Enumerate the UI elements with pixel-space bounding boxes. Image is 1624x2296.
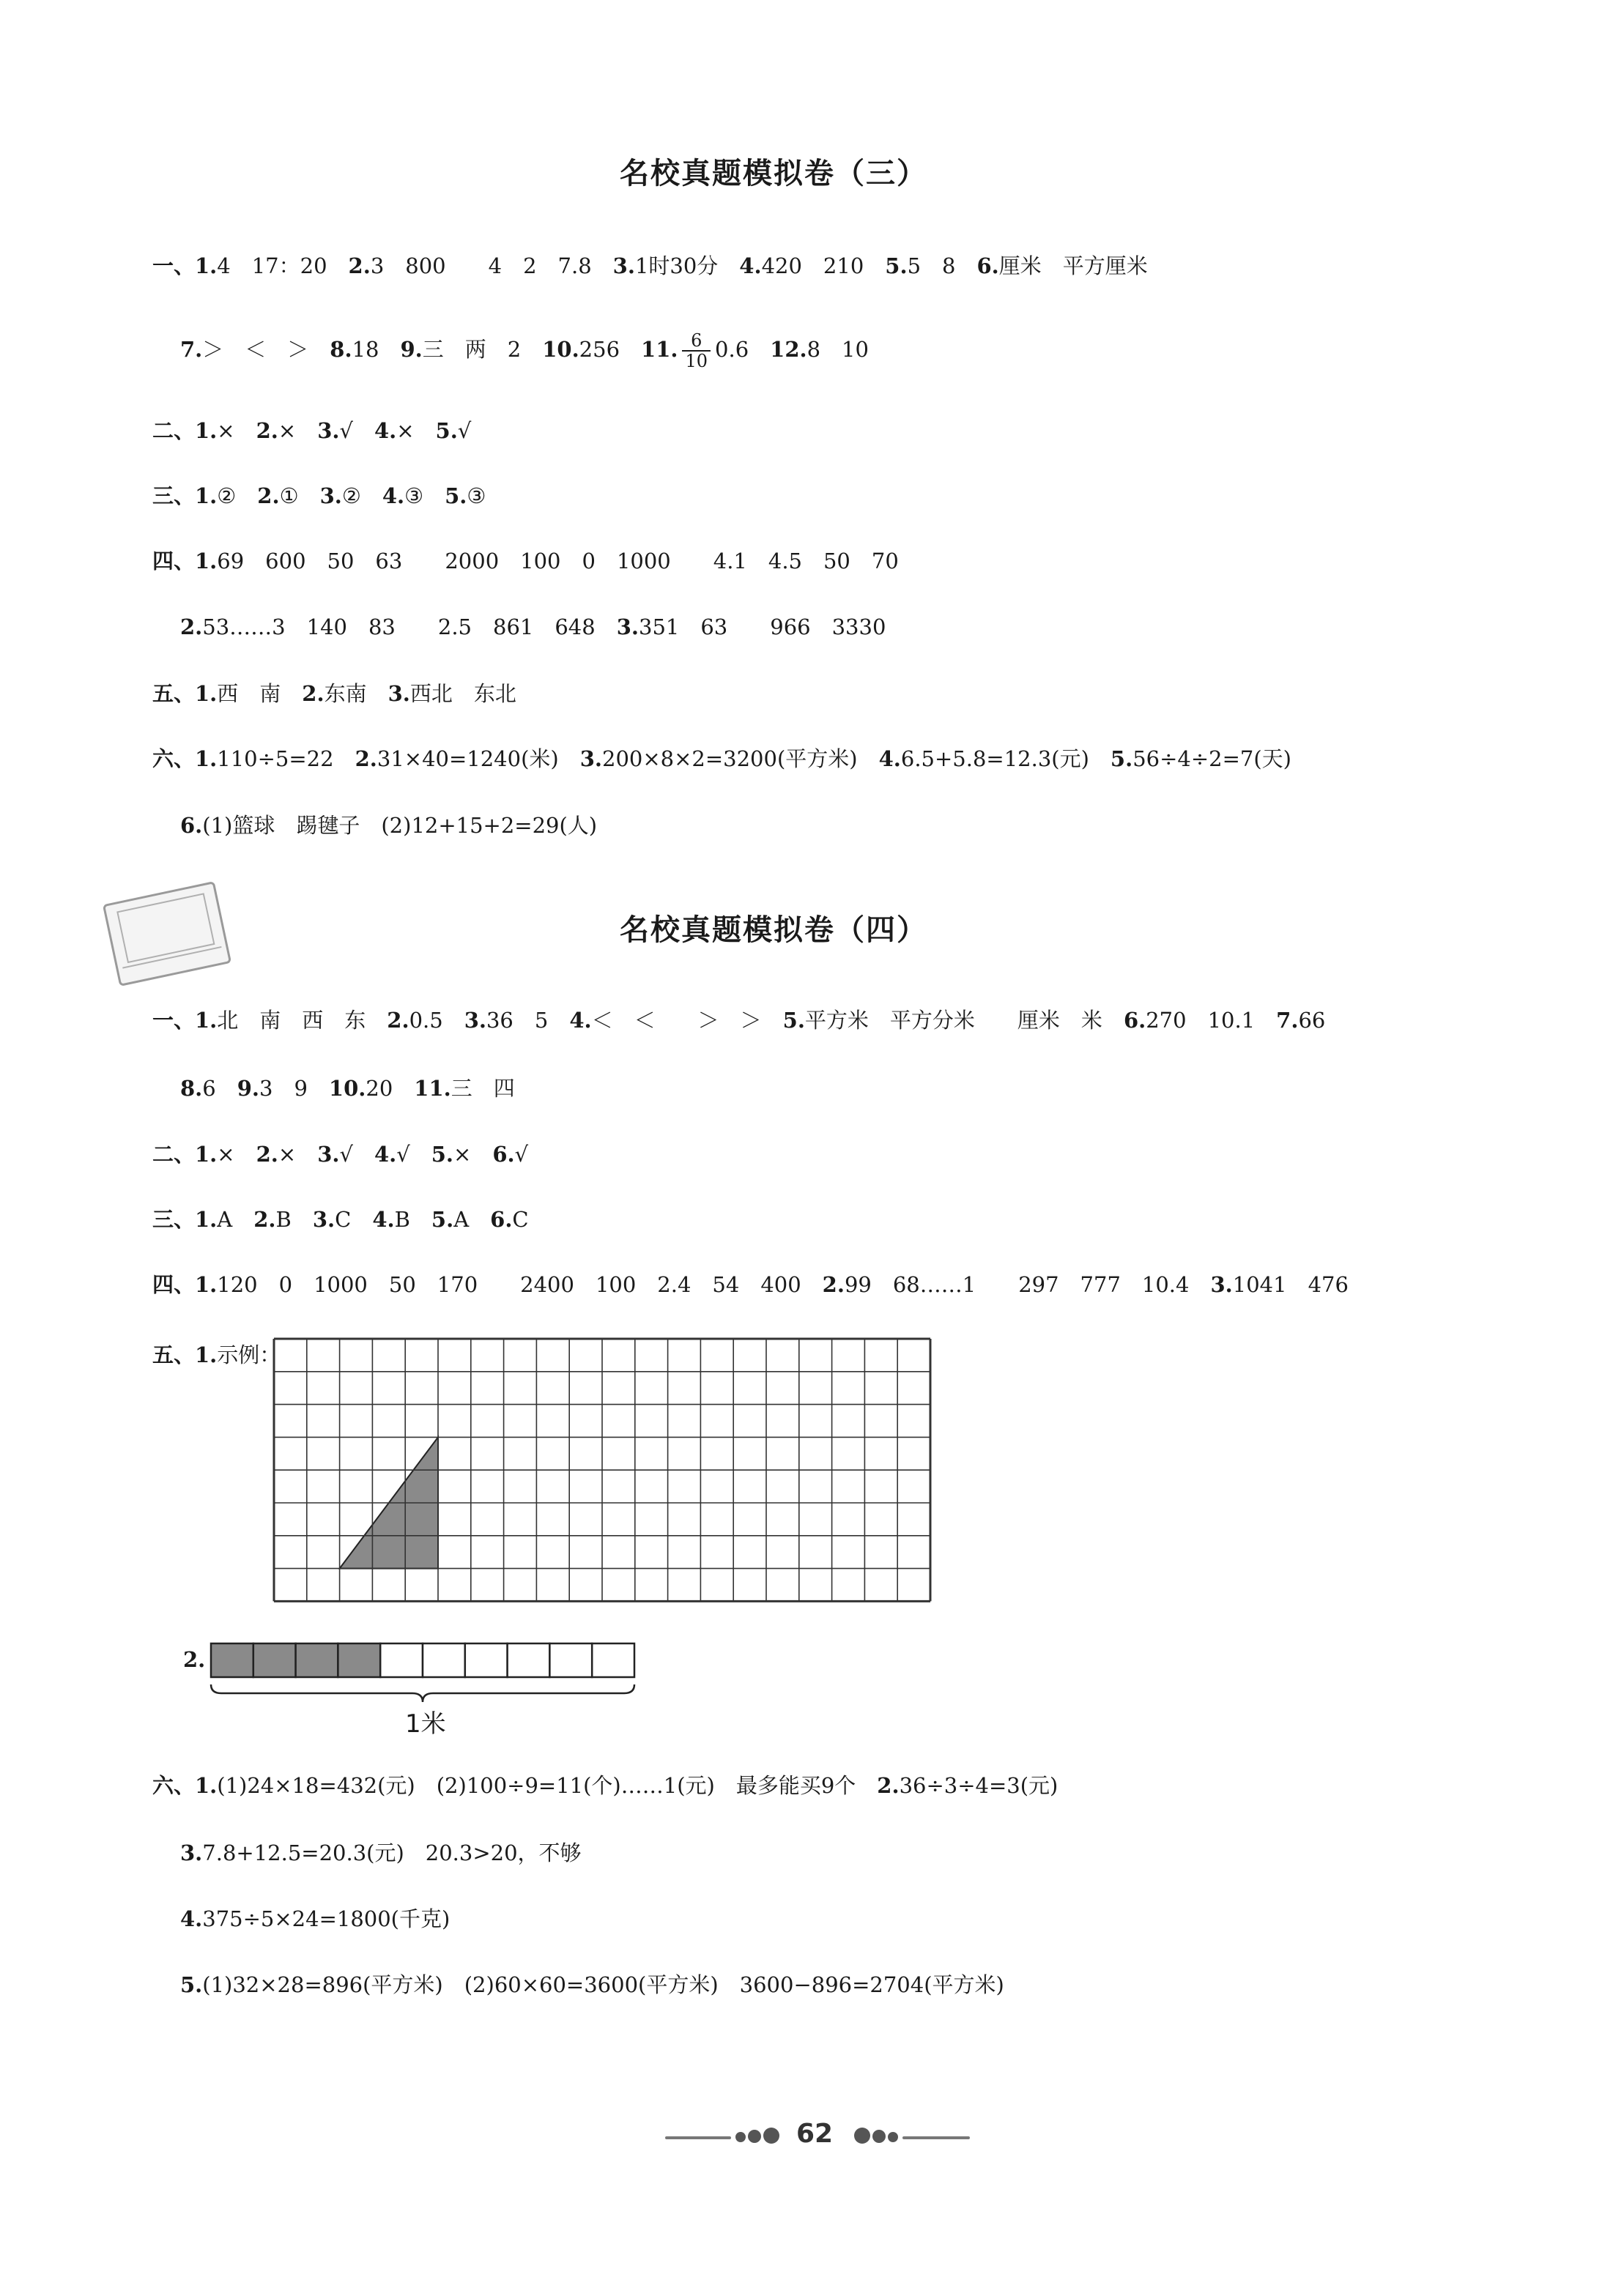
ruler-cell-shaded <box>253 1643 296 1677</box>
dot-icon <box>748 2130 761 2143</box>
dot-icon <box>854 2128 870 2144</box>
ruler-cell <box>508 1643 550 1677</box>
s4-line-10: 4.375÷5×24=1800(千克) <box>180 1906 451 1931</box>
s4-line-2: 8.6 9.3 9 10.20 11.三 四 <box>180 1076 515 1101</box>
page-number: 62 <box>796 2119 834 2149</box>
ruler-cell-shaded <box>296 1643 338 1677</box>
s4-line-6-label: 五、1.示例： <box>152 1342 281 1367</box>
s3-line-3: 二、1.× 2.× 3.√ 4.× 5.√ <box>152 418 472 443</box>
section-title-3: 名校真题模拟卷（三） <box>620 157 927 190</box>
s3-line-4: 三、1.② 2.① 3.② 4.③ 5.③ <box>152 483 486 508</box>
s4-line-3: 二、1.× 2.× 3.√ 4.√ 5.× 6.√ <box>152 1142 529 1167</box>
ruler-cell <box>549 1643 592 1677</box>
s4-line-4: 三、1.A 2.B 3.C 4.B 5.A 6.C <box>152 1207 529 1232</box>
s3-line-1: 一、1.4 17：20 2.3 800 4 2 7.8 3.1时30分 4.420 210 5.5 8 6.厘米 平方厘米 <box>152 253 1148 278</box>
ruler-cell <box>465 1643 508 1677</box>
ruler-cell <box>423 1643 465 1677</box>
dot-icon <box>872 2130 886 2143</box>
s3-line-2: 7.＞ ＜ ＞ 8.18 9.三 两 2 10.256 11. $\frac{6}{10}$ 0.6 12.8 10 <box>180 330 869 371</box>
brace-icon <box>211 1684 634 1702</box>
section-title-4: 名校真题模拟卷（四） <box>620 913 927 947</box>
left-dash-decoration <box>665 2136 731 2139</box>
ruler-cell-shaded <box>338 1643 380 1677</box>
ruler-caption: 1米 <box>405 1709 446 1739</box>
s4-line-7-label: 2. <box>183 1647 206 1672</box>
s4-line-5: 四、1.120 0 1000 50 170 2400 100 2.4 54 400 2.99 68……1 297 777 10.4 3.1041 476 <box>152 1272 1349 1297</box>
s3-line-7: 五、1.西 南 2.东南 3.西北 东北 <box>152 681 516 706</box>
s4-line-11: 5.(1)32×28=896(平方米) (2)60×60=3600(平方米) 3600−896=2704(平方米) <box>180 1972 1004 1997</box>
dot-icon <box>735 2132 746 2142</box>
grid-diagram <box>272 1337 932 1604</box>
s4-line-9: 3.7.8+12.5=20.3(元) 20.3>20，不够 <box>180 1840 582 1865</box>
s3-line-9: 6.(1)篮球 踢毽子 (2)12+15+2=29(人) <box>180 813 598 838</box>
stamp-icon <box>103 881 231 987</box>
right-dash-decoration <box>902 2136 970 2139</box>
ruler-cell <box>592 1643 634 1677</box>
dot-icon <box>763 2128 779 2144</box>
s3-line-8: 六、1.110÷5=22 2.31×40=1240(米) 3.200×8×2=3200(平方米) 4.6.5+5.8=12.3(元) 5.56÷4÷2=7(天) <box>152 746 1291 771</box>
s3-line-6: 2.53……3 140 83 2.5 861 648 3.351 63 966 3330 <box>180 614 886 639</box>
ruler-cell <box>380 1643 423 1677</box>
s4-line-8: 六、1.(1)24×18=432(元) (2)100÷9=11(个)……1(元) 最多能买9个 2.36÷3÷4=3(元) <box>152 1773 1058 1798</box>
fraction: $\frac{6}{10}$ <box>682 331 711 371</box>
dot-icon <box>888 2132 898 2142</box>
s3-line-5: 四、1.69 600 50 63 2000 100 0 1000 4.1 4.5 50 70 <box>152 549 899 573</box>
s4-line-1: 一、1.北 南 西 东 2.0.5 3.36 5 4.＜ ＜ ＞ ＞ 5.平方米 平方分米 厘米 米 6.270 10.1 7.66 <box>152 1008 1326 1033</box>
ruler-cell-shaded <box>211 1643 253 1677</box>
